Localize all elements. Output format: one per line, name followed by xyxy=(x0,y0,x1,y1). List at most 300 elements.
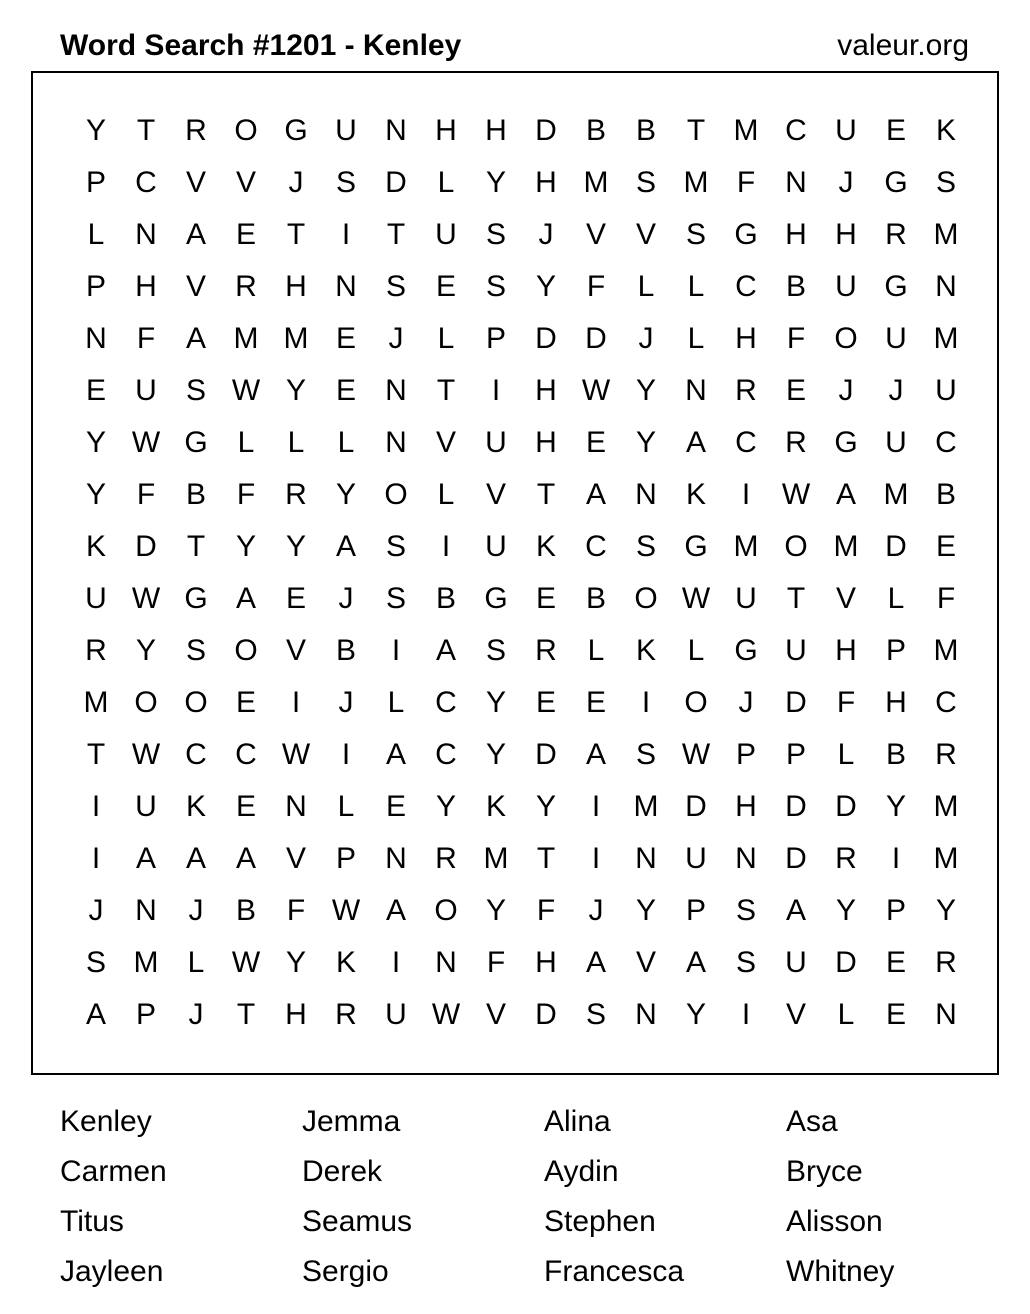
grid-letter: P xyxy=(735,738,756,771)
grid-letter: S xyxy=(735,946,756,979)
grid-letter: U xyxy=(135,790,157,823)
grid-letter: O xyxy=(234,114,258,147)
grid-letter: A xyxy=(335,530,356,563)
grid-letter: H xyxy=(835,218,857,251)
grid-letter: M xyxy=(683,166,709,199)
grid-letter: U xyxy=(385,998,407,1031)
word-list-item: Stephen xyxy=(544,1205,656,1238)
grid-letter: K xyxy=(685,478,706,511)
grid-letter: J xyxy=(838,166,854,199)
grid-letter: S xyxy=(485,270,506,303)
word-list-item: Titus xyxy=(60,1205,124,1238)
grid-letter: N xyxy=(85,322,107,355)
grid-letter: U xyxy=(335,114,357,147)
grid-letter: N xyxy=(735,842,757,875)
grid-letter: S xyxy=(85,946,106,979)
word-list-item: Alisson xyxy=(786,1205,883,1238)
grid-letter: N xyxy=(135,218,157,251)
grid-letter: N xyxy=(385,426,407,459)
grid-letter: U xyxy=(785,634,807,667)
grid-letter: H xyxy=(435,114,457,147)
grid-letter: G xyxy=(884,270,908,303)
grid-letter: W xyxy=(231,374,261,407)
word-list-item: Jayleen xyxy=(60,1255,164,1288)
grid-letter: V xyxy=(435,426,456,459)
grid-letter: K xyxy=(535,530,556,563)
grid-letter: P xyxy=(135,998,156,1031)
grid-letter: R xyxy=(735,374,757,407)
grid-letter: E xyxy=(885,946,906,979)
grid-letter: A xyxy=(435,634,456,667)
grid-letter: L xyxy=(337,790,355,823)
grid-letter: I xyxy=(641,686,651,719)
grid-letter: L xyxy=(637,270,655,303)
grid-letter: L xyxy=(387,686,405,719)
grid-letter: I xyxy=(391,946,401,979)
grid-letter: B xyxy=(585,114,606,147)
grid-letter: A xyxy=(585,478,606,511)
grid-letter: E xyxy=(535,582,556,615)
grid-letter: Y xyxy=(285,946,306,979)
grid-letter: W xyxy=(131,738,161,771)
grid-letter: C xyxy=(135,166,157,199)
grid-letter: M xyxy=(83,686,109,719)
grid-letter: H xyxy=(285,270,307,303)
grid-letter: Y xyxy=(85,478,106,511)
grid-letter: I xyxy=(891,842,901,875)
grid-letter: R xyxy=(85,634,107,667)
grid-letter: P xyxy=(85,166,106,199)
grid-letter: W xyxy=(331,894,361,927)
grid-letter: G xyxy=(284,114,308,147)
grid-letter: T xyxy=(386,218,406,251)
grid-letter: U xyxy=(885,322,907,355)
word-list-item: Aydin xyxy=(544,1155,619,1188)
grid-letter: F xyxy=(836,686,856,719)
grid-letter: L xyxy=(837,738,855,771)
grid-letter: E xyxy=(335,374,356,407)
grid-letter: J xyxy=(538,218,554,251)
grid-letter: A xyxy=(785,894,806,927)
grid-letter: S xyxy=(385,270,406,303)
grid-letter: E xyxy=(385,790,406,823)
grid-letter: G xyxy=(734,218,758,251)
grid-letter: J xyxy=(88,894,104,927)
grid-letter: T xyxy=(686,114,706,147)
grid-letter: J xyxy=(188,894,204,927)
grid-letter: A xyxy=(585,946,606,979)
grid-letter: G xyxy=(834,426,858,459)
grid-letter: U xyxy=(785,946,807,979)
word-list-item: Sergio xyxy=(302,1255,389,1288)
grid-letter: Y xyxy=(485,738,506,771)
grid-letter: D xyxy=(535,738,557,771)
grid-letter: O xyxy=(184,686,208,719)
grid-letter: A xyxy=(685,946,706,979)
grid-letter: V xyxy=(285,634,306,667)
grid-letter: H xyxy=(735,790,757,823)
grid-letter: T xyxy=(536,478,556,511)
grid-letter: U xyxy=(85,582,107,615)
grid-letter: L xyxy=(287,426,305,459)
grid-letter: V xyxy=(585,218,606,251)
grid-letter: B xyxy=(635,114,656,147)
grid-letter: I xyxy=(291,686,301,719)
grid-letter: O xyxy=(384,478,408,511)
grid-letter: Y xyxy=(435,790,456,823)
puzzle-grid-box xyxy=(31,71,999,1075)
grid-letter: T xyxy=(536,842,556,875)
grid-letter: Y xyxy=(285,374,306,407)
grid-letter: A xyxy=(685,426,706,459)
grid-letter: Y xyxy=(335,478,356,511)
grid-letter: F xyxy=(236,478,256,511)
grid-letter: L xyxy=(437,478,455,511)
grid-letter: F xyxy=(136,322,156,355)
grid-letter: E xyxy=(85,374,106,407)
grid-letter: L xyxy=(687,270,705,303)
grid-letter: J xyxy=(588,894,604,927)
grid-letter: J xyxy=(288,166,304,199)
word-list xyxy=(60,1097,1028,1297)
grid-letter: I xyxy=(591,842,601,875)
grid-letter: B xyxy=(335,634,356,667)
grid-letter: L xyxy=(587,634,605,667)
grid-letter: H xyxy=(885,686,907,719)
grid-letter: M xyxy=(483,842,509,875)
grid-letter: A xyxy=(385,738,406,771)
grid-letter: G xyxy=(184,426,208,459)
grid-letter: M xyxy=(933,322,959,355)
grid-letter: S xyxy=(685,218,706,251)
grid-letter: N xyxy=(635,998,657,1031)
grid-letter: B xyxy=(235,894,256,927)
grid-letter: Y xyxy=(85,114,106,147)
grid-letter: S xyxy=(385,530,406,563)
grid-letter: U xyxy=(885,426,907,459)
grid-letter: J xyxy=(338,686,354,719)
grid-letter: U xyxy=(735,582,757,615)
grid-letter: R xyxy=(785,426,807,459)
grid-letter: W xyxy=(131,582,161,615)
grid-letter: N xyxy=(935,270,957,303)
grid-letter: N xyxy=(335,270,357,303)
grid-letter: V xyxy=(185,166,206,199)
grid-letter: U xyxy=(485,530,507,563)
grid-letter: I xyxy=(391,634,401,667)
grid-letter: W xyxy=(681,738,711,771)
grid-letter: D xyxy=(785,790,807,823)
grid-letter: W xyxy=(281,738,311,771)
grid-letter: N xyxy=(135,894,157,927)
grid-letter: F xyxy=(486,946,506,979)
site-name: valeur.org xyxy=(837,29,969,62)
word-list-item: Jemma xyxy=(302,1105,401,1138)
grid-letter: D xyxy=(385,166,407,199)
grid-letter: C xyxy=(935,686,957,719)
grid-letter: A xyxy=(385,894,406,927)
grid-letter: T xyxy=(136,114,156,147)
grid-letter: C xyxy=(935,426,957,459)
grid-letter: P xyxy=(85,270,106,303)
grid-letter: U xyxy=(835,114,857,147)
grid-letter: F xyxy=(586,270,606,303)
grid-letter: J xyxy=(838,374,854,407)
grid-letter: I xyxy=(91,842,101,875)
grid-letter: W xyxy=(681,582,711,615)
grid-letter: D xyxy=(135,530,157,563)
grid-letter: N xyxy=(385,374,407,407)
grid-letter: L xyxy=(187,946,205,979)
grid-letter: S xyxy=(485,218,506,251)
grid-letter: L xyxy=(687,322,705,355)
grid-letter: I xyxy=(91,790,101,823)
grid-letter: I xyxy=(741,478,751,511)
grid-letter: A xyxy=(185,842,206,875)
grid-letter: F xyxy=(136,478,156,511)
grid-letter: S xyxy=(935,166,956,199)
grid-letter: B xyxy=(935,478,956,511)
grid-letter: U xyxy=(935,374,957,407)
grid-letter: D xyxy=(835,790,857,823)
grid-letter: R xyxy=(285,478,307,511)
grid-letter: I xyxy=(341,218,351,251)
grid-letter: F xyxy=(286,894,306,927)
grid-letter: J xyxy=(338,582,354,615)
grid-letter: A xyxy=(235,582,256,615)
grid-letter: W xyxy=(431,998,461,1031)
grid-letter: E xyxy=(235,218,256,251)
grid-letter: K xyxy=(935,114,956,147)
grid-letter: M xyxy=(933,634,959,667)
grid-letter: T xyxy=(236,998,256,1031)
grid-letter: B xyxy=(885,738,906,771)
grid-letter: K xyxy=(335,946,356,979)
grid-letter: N xyxy=(385,114,407,147)
grid-letter: M xyxy=(883,478,909,511)
grid-letter: K xyxy=(485,790,506,823)
grid-letter: G xyxy=(884,166,908,199)
grid-letter: J xyxy=(738,686,754,719)
grid-letter: Y xyxy=(835,894,856,927)
grid-letter: Y xyxy=(85,426,106,459)
grid-letter: T xyxy=(436,374,456,407)
word-list-item: Alina xyxy=(544,1105,611,1138)
grid-letter: O xyxy=(234,634,258,667)
grid-letter: V xyxy=(785,998,806,1031)
grid-letter: E xyxy=(585,426,606,459)
grid-letter: T xyxy=(186,530,206,563)
grid-letter: H xyxy=(485,114,507,147)
grid-letter: H xyxy=(785,218,807,251)
grid-letter: J xyxy=(888,374,904,407)
grid-letter: P xyxy=(335,842,356,875)
grid-letter: E xyxy=(235,686,256,719)
grid-letter: R xyxy=(935,946,957,979)
grid-letter: V xyxy=(185,270,206,303)
grid-letter: E xyxy=(285,582,306,615)
grid-letter: V xyxy=(485,478,506,511)
grid-letter: F xyxy=(786,322,806,355)
grid-letter: C xyxy=(435,686,457,719)
grid-letter: Y xyxy=(885,790,906,823)
grid-letter: L xyxy=(687,634,705,667)
grid-letter: V xyxy=(635,218,656,251)
grid-letter: Y xyxy=(535,790,556,823)
grid-letter: O xyxy=(684,686,708,719)
grid-letter: N xyxy=(635,842,657,875)
grid-letter: R xyxy=(935,738,957,771)
grid-letter: E xyxy=(585,686,606,719)
grid-letter: W xyxy=(131,426,161,459)
grid-letter: S xyxy=(735,894,756,927)
grid-letter: G xyxy=(184,582,208,615)
grid-letter: Y xyxy=(485,166,506,199)
grid-letter: Y xyxy=(135,634,156,667)
grid-letter: S xyxy=(335,166,356,199)
grid-letter: L xyxy=(437,322,455,355)
grid-letter: H xyxy=(535,946,557,979)
grid-letter: P xyxy=(485,322,506,355)
grid-letter: O xyxy=(434,894,458,927)
grid-letter: M xyxy=(633,790,659,823)
grid-letter: B xyxy=(585,582,606,615)
grid-letter: M xyxy=(933,842,959,875)
grid-letter: C xyxy=(585,530,607,563)
grid-letter: R xyxy=(235,270,257,303)
grid-letter: U xyxy=(685,842,707,875)
grid-letter: R xyxy=(335,998,357,1031)
grid-letter: A xyxy=(135,842,156,875)
page-title: Word Search #1201 - Kenley xyxy=(60,29,462,62)
grid-letter: D xyxy=(785,686,807,719)
grid-letter: T xyxy=(786,582,806,615)
grid-letter: W xyxy=(781,478,811,511)
grid-letter: Y xyxy=(635,374,656,407)
grid-letter: D xyxy=(835,946,857,979)
grid-letter: Y xyxy=(685,998,706,1031)
grid-letter: N xyxy=(785,166,807,199)
grid-letter: N xyxy=(935,998,957,1031)
grid-letter: S xyxy=(585,998,606,1031)
grid-letter: W xyxy=(581,374,611,407)
grid-letter: H xyxy=(835,634,857,667)
grid-letter: D xyxy=(885,530,907,563)
grid-letter: F xyxy=(736,166,756,199)
grid-letter: G xyxy=(734,634,758,667)
word-list-item: Whitney xyxy=(786,1255,895,1288)
grid-letter: H xyxy=(535,374,557,407)
grid-letter: I xyxy=(341,738,351,771)
grid-letter: O xyxy=(134,686,158,719)
grid-letter: H xyxy=(535,426,557,459)
grid-letter: E xyxy=(435,270,456,303)
grid-letter: M xyxy=(283,322,309,355)
grid-letter: C xyxy=(185,738,207,771)
grid-letter: K xyxy=(185,790,206,823)
grid-letter: M xyxy=(583,166,609,199)
grid-letter: K xyxy=(635,634,656,667)
grid-letter: D xyxy=(685,790,707,823)
grid-letter: H xyxy=(735,322,757,355)
grid-letter: T xyxy=(86,738,106,771)
word-list-item: Derek xyxy=(302,1155,383,1188)
grid-letter: A xyxy=(235,842,256,875)
grid-letter: P xyxy=(785,738,806,771)
grid-letter: C xyxy=(735,426,757,459)
grid-letter: V xyxy=(285,842,306,875)
grid-letter: V xyxy=(635,946,656,979)
word-list-item: Kenley xyxy=(60,1105,152,1138)
grid-letter: M xyxy=(233,322,259,355)
grid-letter: S xyxy=(635,738,656,771)
grid-letter: M xyxy=(933,218,959,251)
letter-grid xyxy=(71,105,971,1041)
grid-letter: Y xyxy=(235,530,256,563)
grid-letter: S xyxy=(385,582,406,615)
word-list-item: Asa xyxy=(786,1105,838,1138)
grid-letter: D xyxy=(535,322,557,355)
grid-letter: R xyxy=(835,842,857,875)
grid-letter: E xyxy=(885,114,906,147)
grid-letter: K xyxy=(85,530,106,563)
grid-letter: O xyxy=(834,322,858,355)
grid-letter: O xyxy=(634,582,658,615)
grid-letter: Y xyxy=(485,686,506,719)
grid-letter: A xyxy=(185,322,206,355)
grid-letter: L xyxy=(837,998,855,1031)
grid-letter: D xyxy=(785,842,807,875)
grid-letter: Y xyxy=(635,426,656,459)
grid-letter: Y xyxy=(485,894,506,927)
grid-letter: H xyxy=(135,270,157,303)
grid-letter: E xyxy=(535,686,556,719)
grid-letter: V xyxy=(235,166,256,199)
grid-letter: Y xyxy=(285,530,306,563)
grid-letter: A xyxy=(85,998,106,1031)
grid-letter: B xyxy=(185,478,206,511)
grid-letter: H xyxy=(285,998,307,1031)
grid-letter: E xyxy=(785,374,806,407)
grid-letter: A xyxy=(585,738,606,771)
grid-letter: P xyxy=(885,634,906,667)
grid-letter: T xyxy=(286,218,306,251)
grid-letter: R xyxy=(535,634,557,667)
word-list-item: Seamus xyxy=(302,1205,413,1238)
grid-letter: M xyxy=(133,946,159,979)
grid-letter: A xyxy=(835,478,856,511)
grid-letter: O xyxy=(784,530,808,563)
word-list-item: Bryce xyxy=(786,1155,863,1188)
grid-letter: F xyxy=(536,894,556,927)
grid-letter: U xyxy=(435,218,457,251)
grid-letter: S xyxy=(635,166,656,199)
grid-letter: W xyxy=(231,946,261,979)
grid-letter: I xyxy=(441,530,451,563)
grid-letter: L xyxy=(237,426,255,459)
grid-letter: R xyxy=(435,842,457,875)
grid-letter: B xyxy=(435,582,456,615)
grid-letter: S xyxy=(185,634,206,667)
grid-letter: G xyxy=(684,530,708,563)
grid-letter: Y xyxy=(935,894,956,927)
grid-letter: H xyxy=(535,166,557,199)
grid-letter: G xyxy=(484,582,508,615)
grid-letter: I xyxy=(491,374,501,407)
grid-letter: N xyxy=(285,790,307,823)
grid-letter: M xyxy=(833,530,859,563)
grid-letter: I xyxy=(591,790,601,823)
